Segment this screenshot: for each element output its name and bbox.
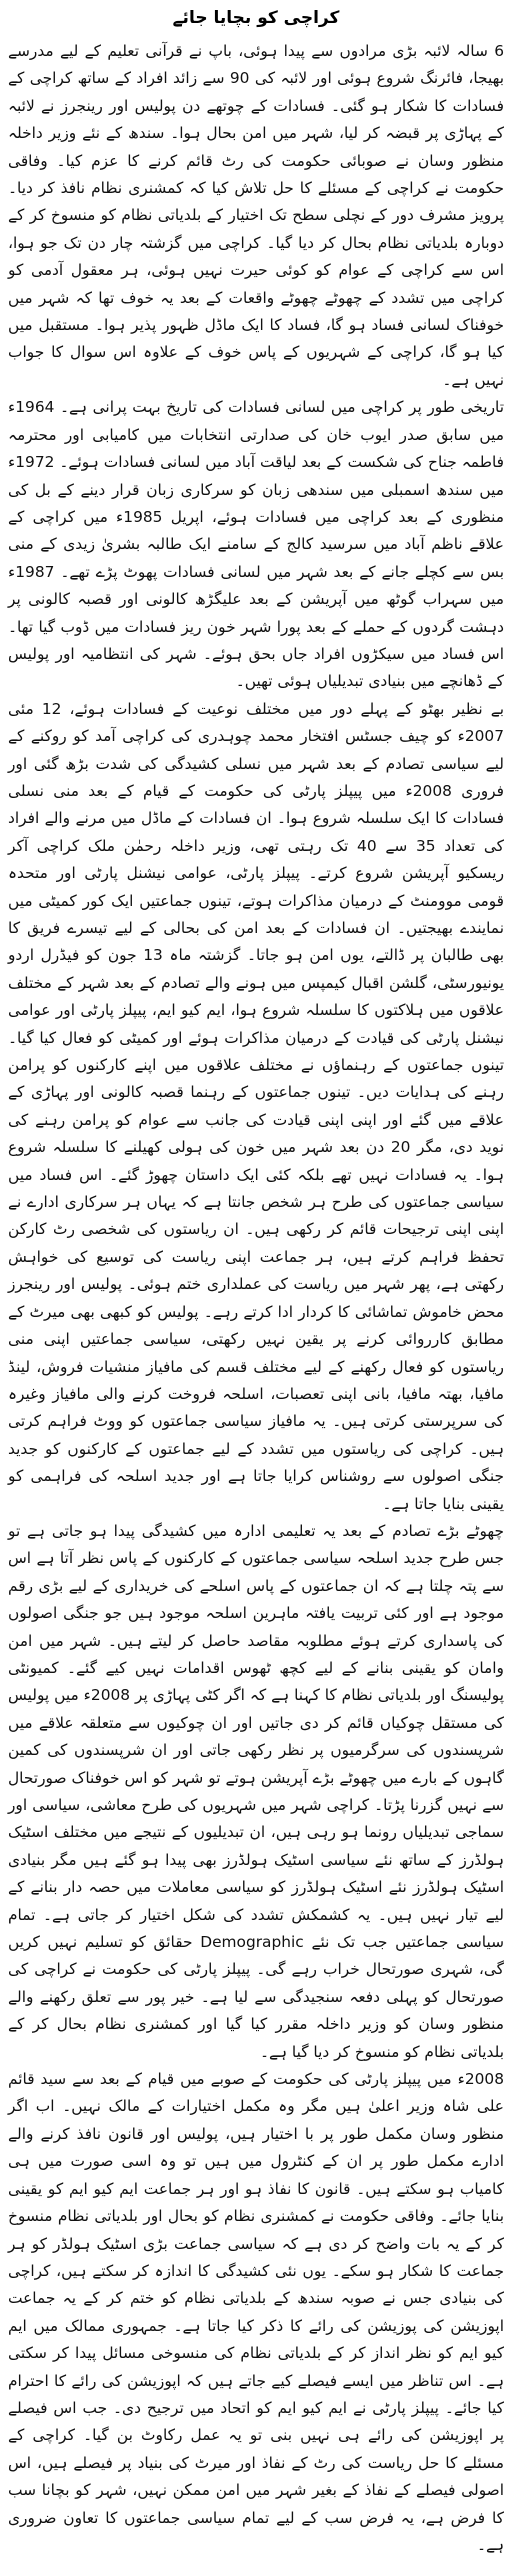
article-headline: کراچی کو بچایا جائے [172,8,340,28]
article-paragraph: 6 سالہ لائبہ بڑی مرادوں سے پیدا ہوئی، باپ نے قرآنی تعلیم کے لیے مدرسے بھیجا، فائرنگ شروع ہوئی اور لائبہ کی 90 سے زائد افراد کے ساتھ کراچی کے فسادات کا شکار ہو گئی۔ فسادات کے چوتھے دن پولیس اور رینجرز نے لائبہ کے پہاڑی پر قبضہ کر لیا، شہر میں امن بحال ہوا۔ سندھ کے نئے وزیر داخلہ منظور وسان نے صوبائی حکومت کی رٹ قائم کرنے کا عزم کیا۔ وفاقی حکومت نے کراچی کے مسئلے کا حل تلاش کیا کہ کمشنری نظام نافذ کر دیا۔ پرویز مشرف دور کے نچلی سطح تک اختیار کے بلدیاتی نظام کو منسوخ کر کے دوبارہ بلدیاتی نظام بحال کر دیا گیا۔ کراچی میں گزشتہ چار دن تک جو ہوا، اس سے کراچی کے عوام کو کوئی حیرت نہیں ہوئی، ہر معقول آدمی کو کراچی میں تشدد کے چھوٹے چھوٹے واقعات کے بعد یہ خوف تھا کہ شہر میں خوفناک لسانی فساد ہو گا، فساد کا ایک ماڈل ظہور پذیر ہوا۔ مستقبل میں کیا ہو گا، کراچی کے شہریوں کے پاس خوف کے علاوہ اس سوال کا جواب نہیں ہے۔ [8,42,504,389]
article-paragraph: 2008ء میں پیپلز پارٹی کی حکومت کے صوبے میں قیام کے بعد سے سید قائم علی شاہ وزیر اعلیٰ ہیں مگر وہ مکمل اختیارات کے مالک نہیں۔ اب اگر منظور وسان مکمل طور پر با اختیار ہیں، پولیس اور قانون نافذ کرنے والے ادارے مکمل طور پر ان کے کنٹرول میں ہیں تو وہ اسی صورت میں ہی کامیاب ہو سکتے ہیں۔ قانون کا نفاذ ہو اور ہر جماعت ایم کیو ایم کو یقینی بنایا جائے۔ وفاقی حکومت نے کمشنری نظام کو بحال اور بلدیاتی نظام منسوخ کر کے یہ بات واضح کر دی ہے کہ سیاسی جماعت بڑی اسٹیک ہولڈر کو ہر جماعت کا شکار ہو سکے۔ یوں نئی کشیدگی کا اندازہ کر سکتے ہیں، کراچی کی بنیادی جس نے صوبہ سندھ کے بلدیاتی نظام کو ختم کر کے یہ جماعت اپوزیشن کی پوزیشن کی رائے کا ذکر کیا جاتا ہے۔ جمہوری ممالک میں ایم کیو ایم کو نظر انداز کر کے بلدیاتی نظام کی منسوخی مسائل پیدا کر سکتی ہے۔ اس تناظر میں ایسے فیصلے کیے جاتے ہیں کہ اپوزیشن کی رائے کا احترام کیا جائے۔ پیپلز پارٹی نے ایم کیو ایم کو اتحاد میں ترجیح دی۔ جب اس فیصلے پر اپوزیشن کی رائے ہی نہیں بنی تو یہ عمل رکاوٹ بن گیا۔ کراچی کے مسئلے کا حل ریاست کی رٹ کے نفاذ اور میرٹ کی بنیاد پر فیصلے ہیں، اس اصولی فیصلے کے نفاذ کے بغیر شہر میں امن ممکن نہیں، شہر کو بچانا سب کا فرض ہے، یہ فرض سب کے لیے تمام سیاسی جماعتوں کا تعاون ضروری ہے۔ [8,2070,504,2554]
article-paragraph: بے نظیر بھٹو کے پہلے دور میں مختلف نوعیت کے فسادات ہوئے، 12 مئی 2007ء کو چیف جسٹس افتخار محمد چوہدری کی کراچی آمد کو روکنے کے لیے سیاسی تصادم کے بعد شہر میں نسلی کشیدگی کی شدت بڑھ گئی اور فروری 2008ء میں پیپلز پارٹی کی حکومت کے قیام کے بعد منی نسلی فسادات کا ایک سلسلہ شروع ہوا۔ ان فسادات کے ماڈل میں مرنے والے افراد کی تعداد 35 سے 40 تک رہتی تھی، وزیر داخلہ رحمٰن ملک کراچی آکر ریسکیو آپریشن شروع کرتے۔ پیپلز پارٹی، عوامی نیشنل پارٹی اور متحدہ قومی موومنٹ کے درمیان مذاکرات ہوتے، تینوں جماعتیں ایک کور کمیٹی میں نمایندے بھیجتیں۔ ان فسادات کے بعد امن کی بحالی کے لیے تیسرے فریق کا بھی طالبان پر ڈالتے، یوں امن ہو جاتا۔ گزشتہ ماہ 13 جون کو فیڈرل اردو یونیورسٹی، گلشن اقبال کیمپس میں ہونے والے تصادم کے بعد شہر کے مختلف علاقوں میں ہلاکتوں کا سلسلہ شروع ہوا، ایم کیو ایم، پیپلز پارٹی اور عوامی نیشنل پارٹی کی قیادت کے درمیان مذاکرات ہوئے اور کمیٹی کو فعال کیا گیا۔ تینوں جماعتوں کے رہنماؤں نے مختلف علاقوں میں اپنے کارکنوں کو پرامن رہنے کی ہدایات دیں۔ تینوں جماعتوں کے رہنما قصبہ کالونی اور پہاڑی کے علاقے میں گئے اور اپنی اپنی قیادت کی جانب سے عوام کو پرامن رہنے کی نوید دی، مگر 20 دن بعد شہر میں خون کی ہولی کھیلنے کا سلسلہ شروع ہوا۔ یہ فسادات نہیں تھے بلکہ کئی ایک داستان چھوڑ گئے۔ اس فساد میں سیاسی جماعتوں کی طرح ہر شخص جانتا ہے کہ یہاں ہر سرکاری ادارے نے اپنی اپنی ترجیحات قائم کر رکھی ہیں۔ ان ریاستوں کی شخصی رٹ کارکن تحفظ فراہم کرتے ہیں، ہر جماعت اپنی ریاست کی توسیع کی خواہش رکھتی ہے، پھر شہر میں ریاست کی عملداری ختم ہوئی۔ پولیس اور رینجرز محض خاموش تماشائی کا کردار ادا کرتے رہے۔ پولیس کو کبھی بھی میرٹ کے مطابق کارروائی کرنے پر یقین نہیں رکھتی، سیاسی جماعتیں اپنی منی ریاستوں کو فعال رکھنے کے لیے مختلف قسم کی مافیاز منشیات فروش، لینڈ مافیا، بھتہ مافیا، بانی اپنی تعصبات، اسلحہ فروخت کرنے والی مافیاز وغیرہ کی سرپرستی کرتی ہیں۔ یہ مافیاز سیاسی جماعتوں کو ووٹ فراہم کرتی ہیں۔ کراچی کی ریاستوں میں تشدد کے لیے جماعتوں کے کارکنوں کو جدید جنگی اصولوں سے روشناس کرایا جاتا ہے اور جدید اسلحہ کی فراہمی کو یقینی بنایا جاتا ہے۔ [8,699,505,1513]
article-paragraph: تاریخی طور پر کراچی میں لسانی فسادات کی تاریخ بہت پرانی ہے۔ 1964ء میں سابق صدر ایوب خان کی صدارتی انتخابات میں کامیابی اور محترمہ فاطمہ جناح کی شکست کے بعد لیاقت آباد میں لسانی فسادات ہوئے۔ 1972ء میں سندھ اسمبلی میں سندھی زبان کو سرکاری زبان قرار دینے کے بل کی منظوری کے بعد کراچی میں فسادات ہوئے، اپریل 1985ء میں کراچی کے علاقے ناظم آباد میں سرسید کالج کے سامنے ایک طالبہ بشریٰ زیدی کے منی بس سے کچلے جانے کے بعد شہر میں لسانی فسادات پھوٹ پڑے تھے۔ 1987ء میں سہراب گوٹھ میں آپریشن کے بعد علیگڑھ کالونی اور قصبہ کالونی پر دہشت گردوں کے حملے کے بعد پورا شہر خون ریز فسادات میں ڈوب گیا تھا۔ اس فساد میں سیکڑوں افراد جاں بحق ہوئے۔ شہر کی انتظامیہ اور پولیس کے ڈھانچے میں بنیادی تبدیلیاں ہوئی تھیں۔ [8,398,504,691]
article-paragraph: چھوٹے بڑے تصادم کے بعد یہ تعلیمی ادارہ میں کشیدگی پیدا ہو جاتی ہے تو جس طرح جدید اسلحہ سیاسی جماعتوں کے کارکنوں کے پاس نظر آتا ہے اس سے پتہ چلتا ہے کہ ان جماعتوں کے پاس اسلحے کی خریداری کے لیے بڑی رقم موجود ہے اور کئی تربیت یافتہ ماہرین اسلحہ موجود ہیں جو جنگی اصولوں کی پاسداری کرتے ہوئے مطلوبہ مقاصد حاصل کر لیتے ہیں۔ شہر میں امن وامان کو یقینی بنانے کے لیے کچھ ٹھوس اقدامات نہیں کیے گئے۔ کمیونٹی پولیسنگ اور بلدیاتی نظام کا کہنا ہے کہ اگر کٹی پہاڑی پر 2008ء میں پولیس کی مستقل چوکیاں قائم کر دی جاتیں اور ان چوکیوں سے متعلقہ علاقے میں شرپسندوں کی سرگرمیوں پر نظر رکھی جاتی اور ان شرپسندوں کی کمین گاہوں کے بارے میں چھوٹے بڑے آپریشن ہوتے تو شہر کو اس خوفناک صورتحال سے نہیں گزرنا پڑتا۔ کراچی شہر میں شہریوں کی طرح معاشی، سیاسی اور سماجی تبدیلیاں رونما ہو رہی ہیں، ان تبدیلیوں کے نتیجے میں مختلف اسٹیک ہولڈرز کے ساتھ نئے سیاسی اسٹیک ہولڈرز بھی پیدا ہو گئے ہیں مگر بنیادی اسٹیک ہولڈرز نئے اسٹیک ہولڈرز کو سیاسی معاملات میں حصہ دار بنانے کے لیے تیار نہیں ہیں۔ یہ کشمکش تشدد کی شکل اختیار کر جاتی ہے۔ تمام سیاسی جماعتیں جب تک نئے Demographic حقائق کو تسلیم نہیں کریں گی، شہری صورتحال خراب رہے گی۔ پیپلز پارٹی کی حکومت نے کراچی کی صورتحال کو پہلی دفعہ سنجیدگی سے لیا ہے۔ خیر پور سے تعلق رکھنے والے منظور وسان کو وزیر داخلہ مقرر کیا گیا اور کمشنری نظام بحال کر کے بلدیاتی نظام کو منسوخ کر دیا گیا ہے۔ [8,1521,504,2061]
article-body [8,38,504,2559]
